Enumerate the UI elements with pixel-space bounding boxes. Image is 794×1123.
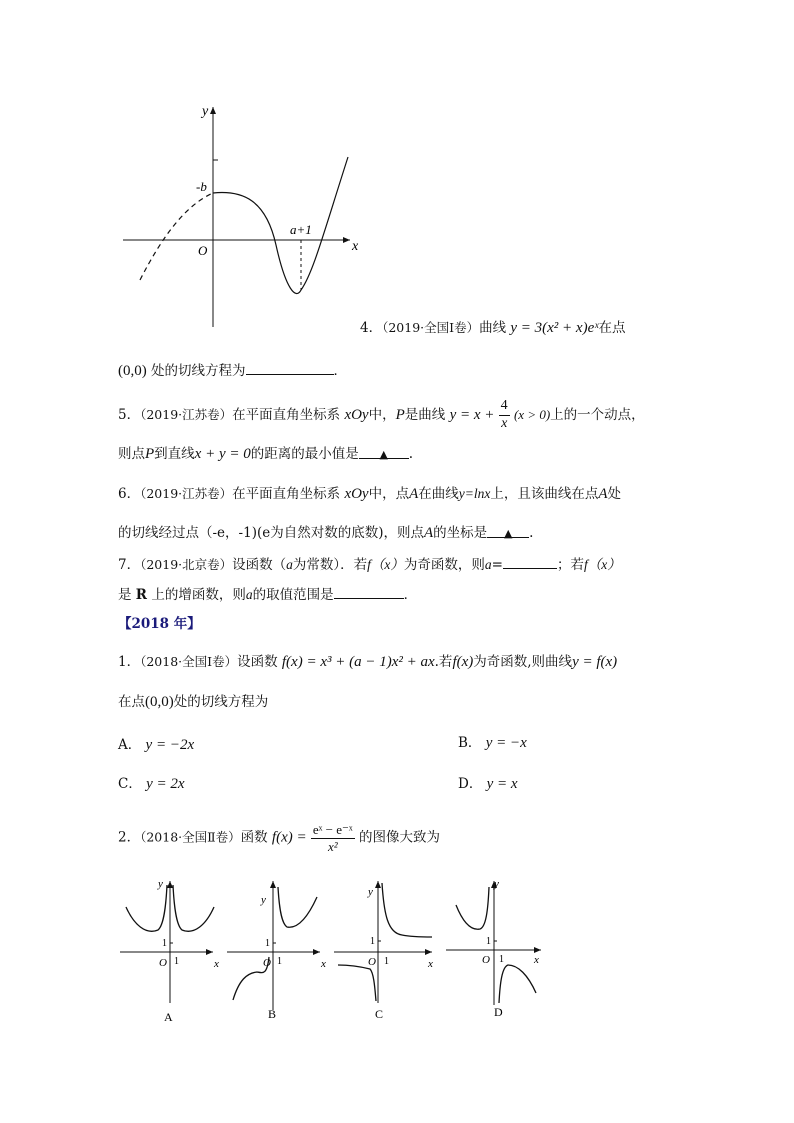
graph-caption: C — [375, 1007, 384, 1021]
q4-text-post: 在点 — [598, 320, 626, 336]
q7-fx2: f（x） — [583, 557, 621, 572]
q6-end: . — [529, 525, 534, 541]
origin-label: O — [198, 243, 208, 258]
q2-graph-b[interactable] — [225, 875, 335, 1030]
q6-text2: 中，点 — [368, 486, 410, 502]
label-a-plus-1: a+1 — [290, 222, 312, 237]
axis-label-y: y — [202, 104, 209, 119]
q5-line2-formula: x + y = 0 — [194, 446, 251, 462]
q4-line2-text: 处的切线方程为 — [151, 363, 246, 379]
q6-line2-a: A — [424, 525, 434, 541]
section-title-2018: 【2018 年】 — [118, 616, 201, 632]
origin-label: O — [482, 954, 490, 966]
q5-p: P — [395, 406, 405, 423]
tick-label-y: 1 — [162, 938, 167, 949]
q6-text1: 在平面直角坐标系 — [232, 486, 341, 502]
q6-text3: 在曲线 — [418, 486, 459, 502]
q5-frac-num: 4 — [499, 398, 510, 416]
q7-line2-post: 的取值范围是 — [252, 587, 334, 603]
graph-caption: B — [268, 1007, 277, 1021]
q1-text3: 为奇函数,则曲线 — [473, 654, 573, 670]
graph-caption: A — [164, 1010, 173, 1024]
q1-option-c[interactable] — [118, 772, 185, 793]
q6-line2-pre: 的切线经过点（-e，-1)(e为自然对数的底数)，则点 — [118, 525, 424, 541]
origin-label: O — [159, 957, 167, 969]
tick-label-y: 1 — [486, 936, 491, 947]
q1-source: （2018·全国Ⅰ卷） — [140, 654, 238, 669]
q7-answer-blank-2[interactable] — [334, 586, 404, 599]
question-6-line2 — [118, 521, 533, 542]
axis-label-x: x — [428, 958, 433, 970]
q5-end: . — [408, 446, 414, 462]
q1-formula: f(x) = x³ + (a − 1)x² + ax — [281, 654, 435, 670]
question-4-line2 — [118, 359, 347, 380]
q7-number: 7． — [118, 557, 141, 573]
tick-label-x: 1 — [174, 956, 179, 967]
curve-solid-part — [213, 157, 348, 294]
q5-text4: 上的一个动点， — [550, 406, 645, 423]
q5-number: 5． — [118, 406, 141, 423]
q2-frac-den: x² — [327, 838, 338, 854]
q5-source: （2019·江苏卷） — [140, 406, 233, 422]
question-5-line2 — [118, 442, 413, 463]
curve-right — [382, 883, 432, 937]
curve-left — [126, 885, 167, 931]
q1-number: 1． — [118, 654, 141, 670]
q6-triangle-marker: ▲ — [503, 527, 513, 540]
q6-a: A — [409, 486, 419, 502]
q5-triangle-marker: ▲ — [379, 448, 388, 461]
axis-label-x: x — [321, 958, 326, 970]
top-function-graph — [118, 95, 368, 335]
question-1-line1 — [118, 650, 617, 671]
q1-option-d[interactable] — [458, 772, 518, 793]
q1-option-a-value: y = −2x — [145, 737, 195, 753]
q6-source: （2019·江苏卷） — [140, 486, 233, 501]
q5-text1: 在平面直角坐标系 — [232, 406, 341, 423]
axis-label-y: y — [158, 878, 163, 890]
q5-formula-pre: y = x + — [449, 406, 495, 423]
q6-a2: A — [598, 486, 608, 502]
q2-frac-num: eˣ − e⁻ˣ — [312, 822, 353, 837]
q2-graph-c[interactable] — [332, 875, 442, 1030]
q1-option-d-value: y = x — [486, 776, 518, 792]
q7-text5: ；若 — [556, 557, 584, 573]
question-4-line1 — [360, 316, 625, 337]
label-neg-b: -b — [196, 179, 207, 194]
q7-line2-a: a — [245, 587, 253, 602]
axis-label-y: y — [368, 886, 373, 898]
q5-line2-post: 的距离的最小值是 — [250, 446, 359, 462]
q2-fraction — [311, 822, 355, 854]
q7-line2-pre: 是 — [118, 587, 132, 603]
origin-label: O — [368, 956, 376, 968]
q1-option-a-label: A． — [118, 737, 142, 753]
q2-formula-pre: f(x) = — [271, 829, 307, 846]
q1-option-a[interactable] — [118, 733, 194, 754]
q7-text3: 为奇函数，则 — [403, 557, 485, 573]
q5-line2-pre: 则点 — [118, 446, 145, 462]
q6-text5: 处 — [607, 486, 622, 502]
q7-text1: 设函数（ — [232, 557, 287, 573]
q6-line2-post: 的坐标是 — [433, 525, 488, 541]
q1-line2-pre: 在点 — [118, 694, 145, 710]
curve-right — [278, 887, 317, 927]
q1-option-c-label: C． — [118, 776, 142, 792]
q6-system: xOy — [344, 486, 369, 502]
q1-option-b-value: y = −x — [485, 735, 527, 751]
curve-right — [499, 965, 536, 1003]
q4-source: （2019·全国Ⅰ卷） — [382, 320, 480, 335]
q7-a2: a — [484, 557, 492, 572]
q7-end: ． — [403, 587, 418, 603]
q1-option-b[interactable] — [458, 731, 527, 752]
curve-left — [338, 965, 376, 1001]
graph-caption: D — [494, 1005, 503, 1019]
tick-label-y: 1 — [265, 938, 270, 949]
q7-text4: = — [491, 557, 503, 573]
curve-dashed-part — [140, 193, 213, 280]
q6-text4: 上，且该曲线在点 — [490, 486, 599, 502]
q2-graph-a[interactable] — [118, 875, 228, 1030]
q2-graph-d[interactable] — [444, 875, 554, 1030]
question-6-line1 — [118, 482, 621, 503]
question-5-line1 — [118, 398, 645, 433]
q1-text1: 设函数 — [237, 654, 278, 670]
q7-answer-blank-1[interactable] — [503, 556, 557, 569]
q1-point: (0,0) — [145, 694, 174, 710]
q7-line2-mid: 上的增函数，则 — [151, 587, 246, 603]
q2-text1: 函数 — [240, 829, 268, 846]
q6-number: 6． — [118, 486, 141, 502]
q1-formula2: y = f(x) — [572, 654, 618, 670]
q7-text2: 为常数）．若 — [292, 557, 368, 573]
q4-end: ． — [333, 363, 348, 379]
q5-answer-blank[interactable] — [359, 446, 409, 459]
question-7-line2 — [118, 583, 417, 603]
q1-option-b-label: B． — [458, 735, 482, 751]
axis-label-y: y — [494, 878, 499, 890]
q5-formula-post: (x > 0) — [513, 406, 551, 422]
q4-text-pre: 曲线 — [479, 320, 507, 336]
q7-source: （2019·北京卷） — [140, 557, 233, 572]
q4-point: (0,0) — [118, 363, 147, 379]
q1-line2-post: 处的切线方程为 — [173, 694, 269, 710]
q1-option-c-value: y = 2x — [146, 776, 185, 792]
q7-fx: f（x） — [367, 557, 404, 572]
q5-line2-p: P — [145, 446, 155, 462]
q5-system: xOy — [344, 406, 369, 423]
curve-left — [456, 887, 489, 929]
tick-label-x: 1 — [499, 954, 504, 965]
axis-label-y: y — [261, 894, 266, 906]
q4-formula: y = 3(x² + x)eˣ — [510, 320, 599, 336]
question-2-line1 — [118, 822, 440, 854]
origin-label: O — [263, 957, 271, 969]
tick-label-y: 1 — [370, 936, 375, 947]
q1-option-d-label: D． — [458, 776, 483, 792]
q2-source: （2018·全国Ⅱ卷） — [140, 829, 241, 845]
axis-label-x: x — [214, 958, 219, 970]
q4-number: 4． — [360, 320, 383, 336]
q4-answer-blank[interactable] — [246, 362, 334, 375]
axis-label-x: x — [534, 954, 539, 966]
q5-fraction — [499, 398, 510, 433]
question-7-line1 — [118, 553, 621, 573]
q5-text2: 中， — [368, 406, 396, 423]
q5-frac-den: x — [501, 415, 508, 431]
q6-curve: y=lnx — [458, 486, 491, 501]
curve-right — [173, 885, 214, 931]
q6-answer-blank[interactable] — [487, 525, 529, 538]
q7-a: a — [286, 557, 293, 572]
q5-line2-mid: 到直线 — [154, 446, 195, 462]
axis-label-x: x — [352, 239, 359, 254]
q5-text3: 是曲线 — [404, 406, 446, 423]
q7-r: R — [135, 587, 148, 603]
q1-text2: .若 — [434, 654, 453, 670]
question-1-line2 — [118, 690, 268, 711]
q1-fx: f(x) — [452, 654, 474, 670]
q2-text2: 的图像大致为 — [358, 829, 440, 846]
tick-label-x: 1 — [277, 956, 282, 967]
tick-label-x: 1 — [384, 956, 389, 967]
q2-number: 2． — [118, 829, 141, 846]
